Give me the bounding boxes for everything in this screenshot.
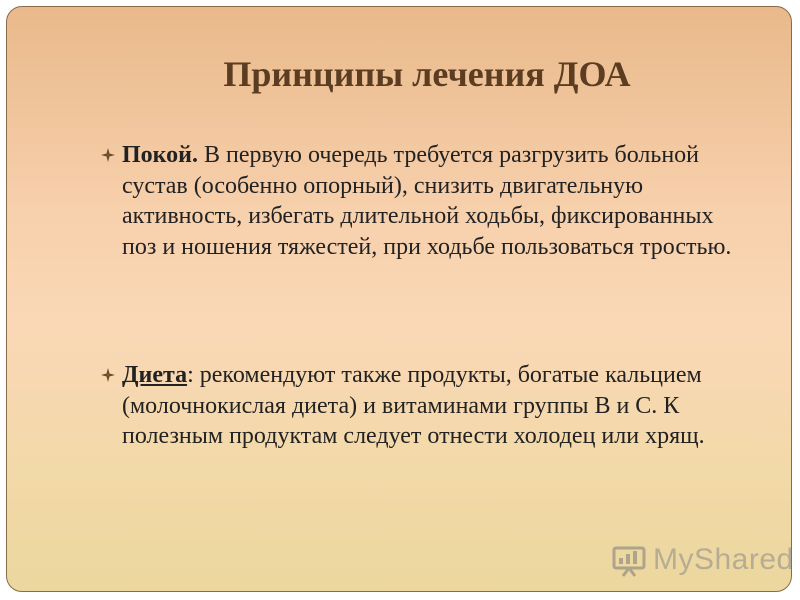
watermark-logo (611, 540, 794, 580)
bullet-term: Покой. (122, 142, 199, 168)
slide-title: Принципы лечения ДОА (223, 54, 631, 94)
bullet-body (95, 360, 735, 452)
diamond-bullet-icon (100, 147, 116, 163)
diamond-bullet-icon (100, 367, 116, 383)
bullet-text: : рекомендуют также продукты, богатые кальцием (молочнокислая диета) и витаминами группы В и С. К полезным продуктам следует отнести холодец или хрящ. (122, 362, 705, 449)
bullet-term: Диета (122, 362, 188, 388)
bullet-item-rest (95, 140, 735, 262)
bullet-text: В первую очередь требуется разгрузить больной сустав (особенно опорный), снизить двигательную активность, избегать длительной ходьбы, фиксированных поз и ношения тяжестей, при ходьбе пользоваться тростью. (122, 142, 732, 260)
watermark-text: MyShared (653, 543, 794, 576)
slide-frame (6, 6, 792, 592)
bullet-item-diet (95, 360, 735, 452)
presentation-board-icon (611, 542, 647, 578)
bullet-body (95, 140, 735, 262)
